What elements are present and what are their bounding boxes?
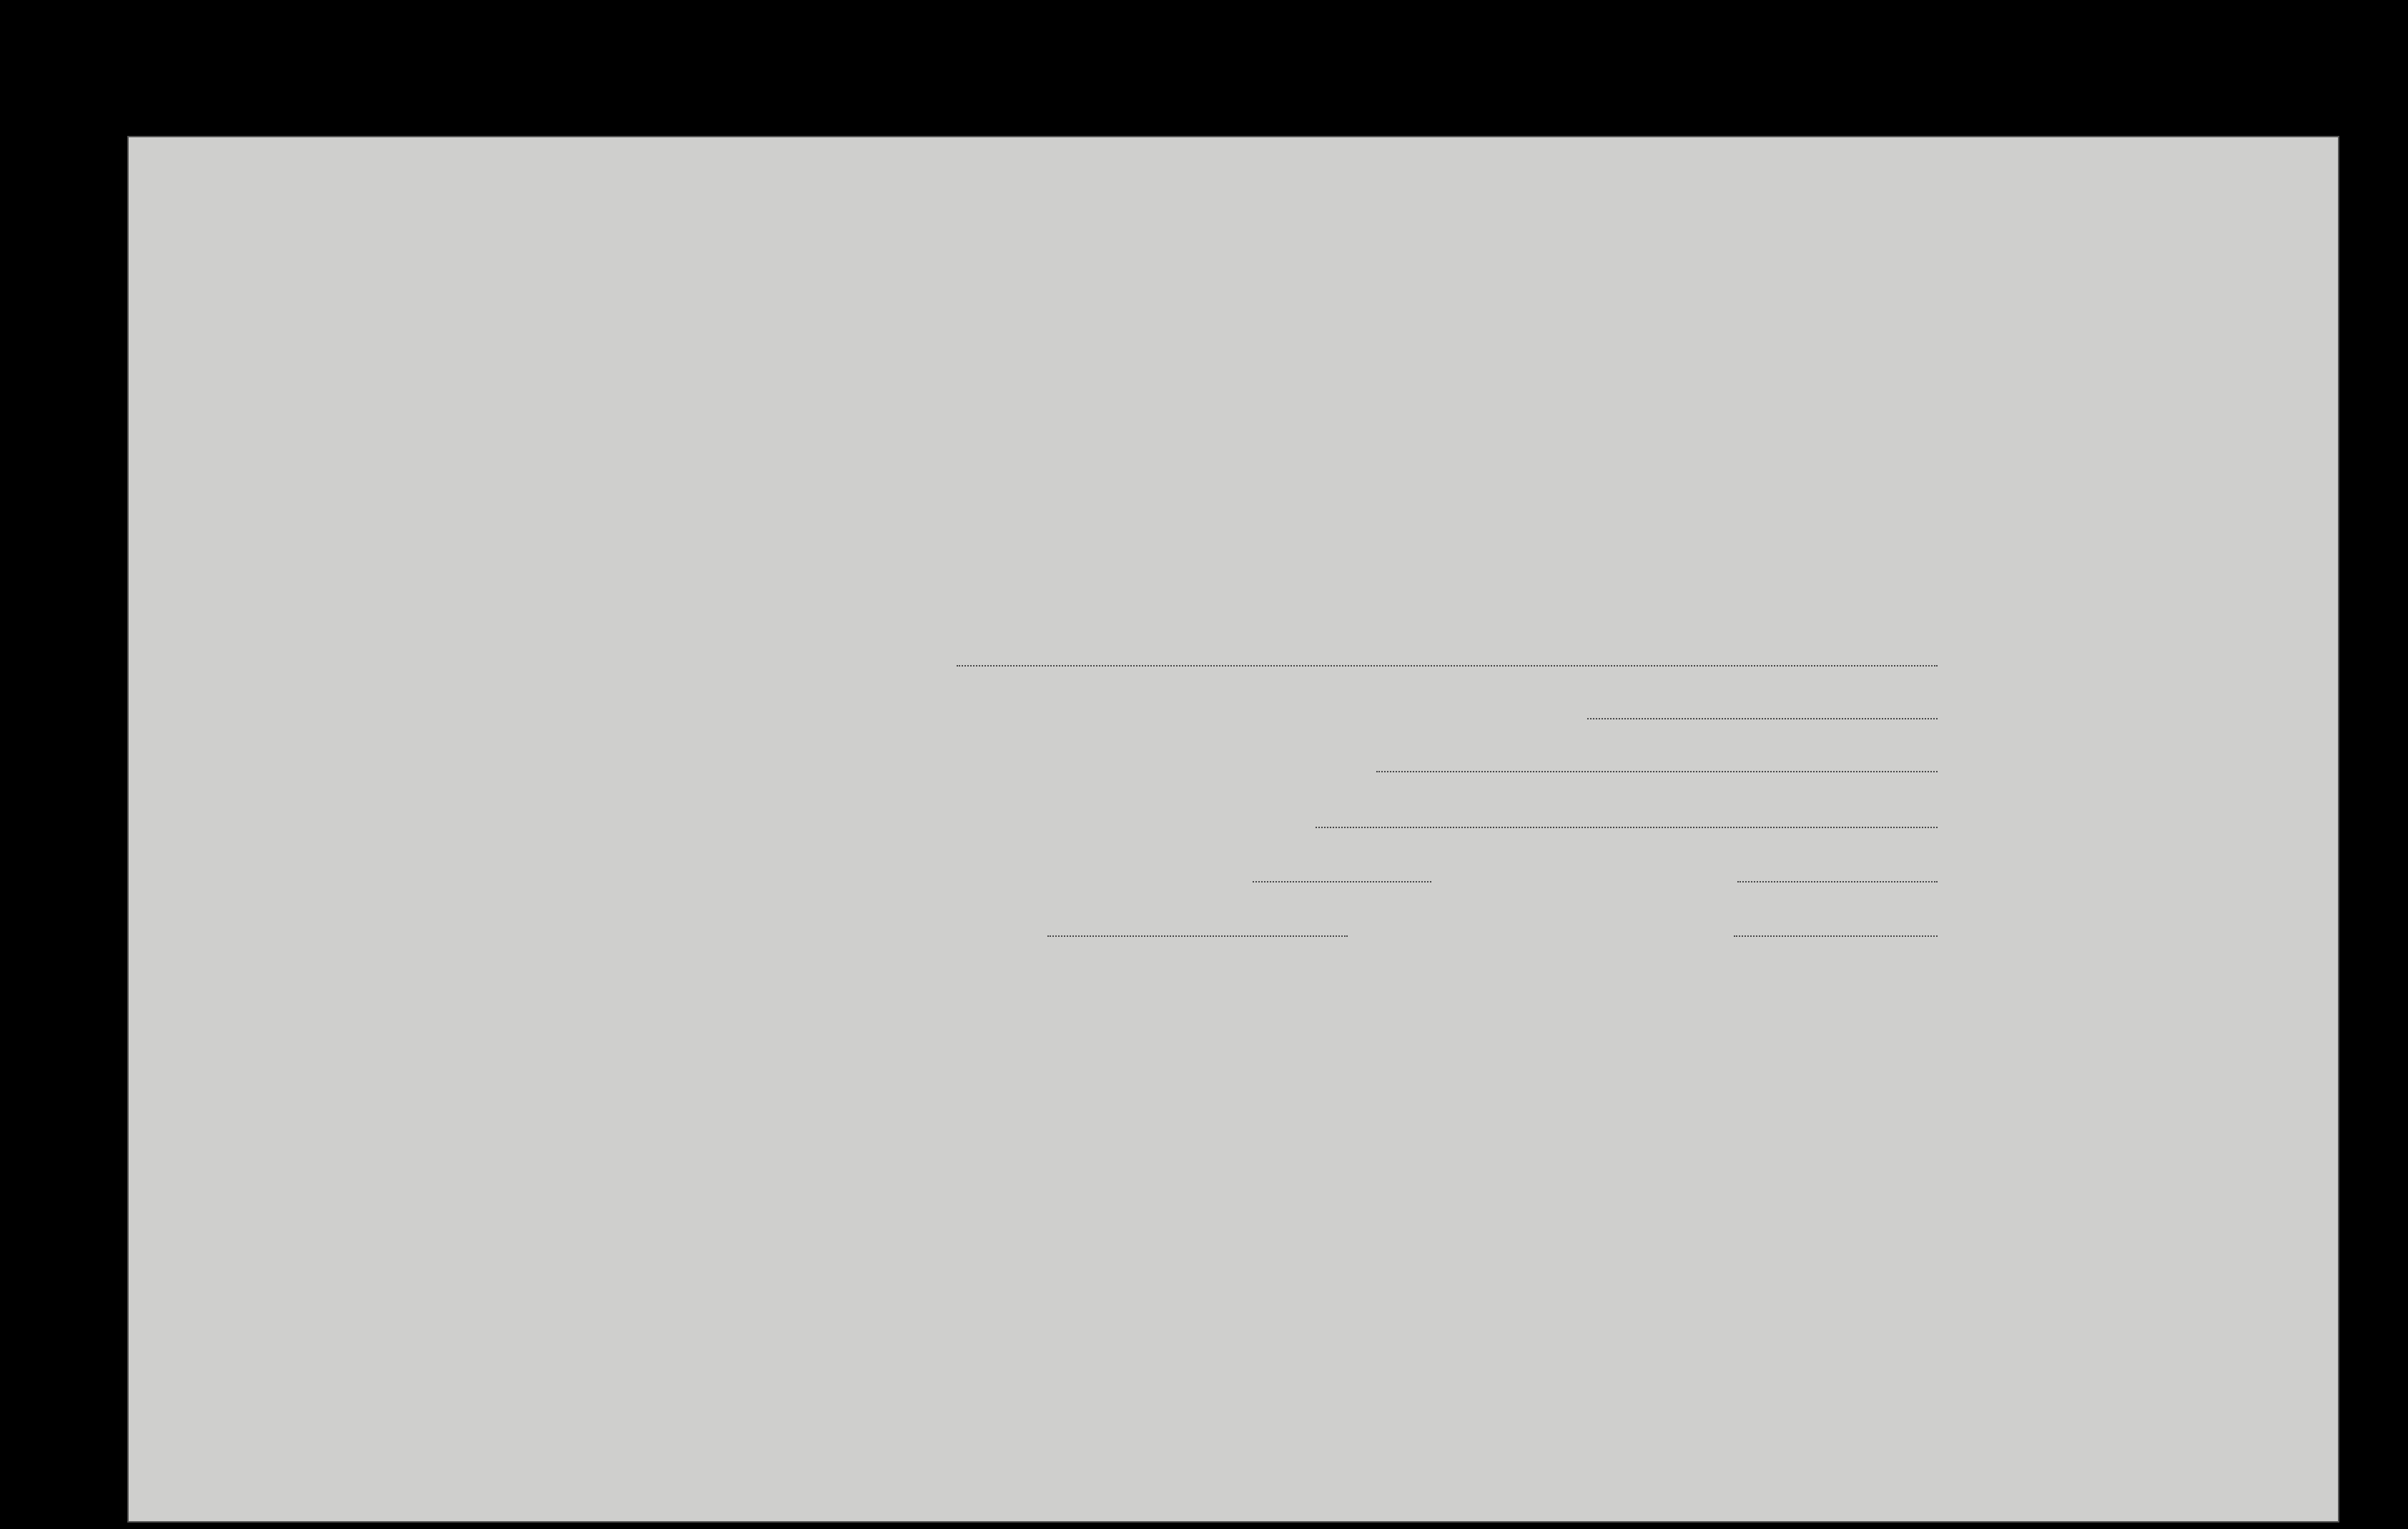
answer-line[interactable] <box>1047 935 1348 937</box>
answer-line[interactable] <box>1587 718 1938 719</box>
census-card <box>127 136 2339 1523</box>
answer-line[interactable] <box>1737 881 1938 883</box>
answer-line[interactable] <box>957 665 1938 667</box>
answer-line[interactable] <box>1253 881 1431 883</box>
answer-line[interactable] <box>1376 771 1938 772</box>
answer-line[interactable] <box>1316 827 1938 828</box>
answer-line[interactable] <box>1734 935 1938 937</box>
